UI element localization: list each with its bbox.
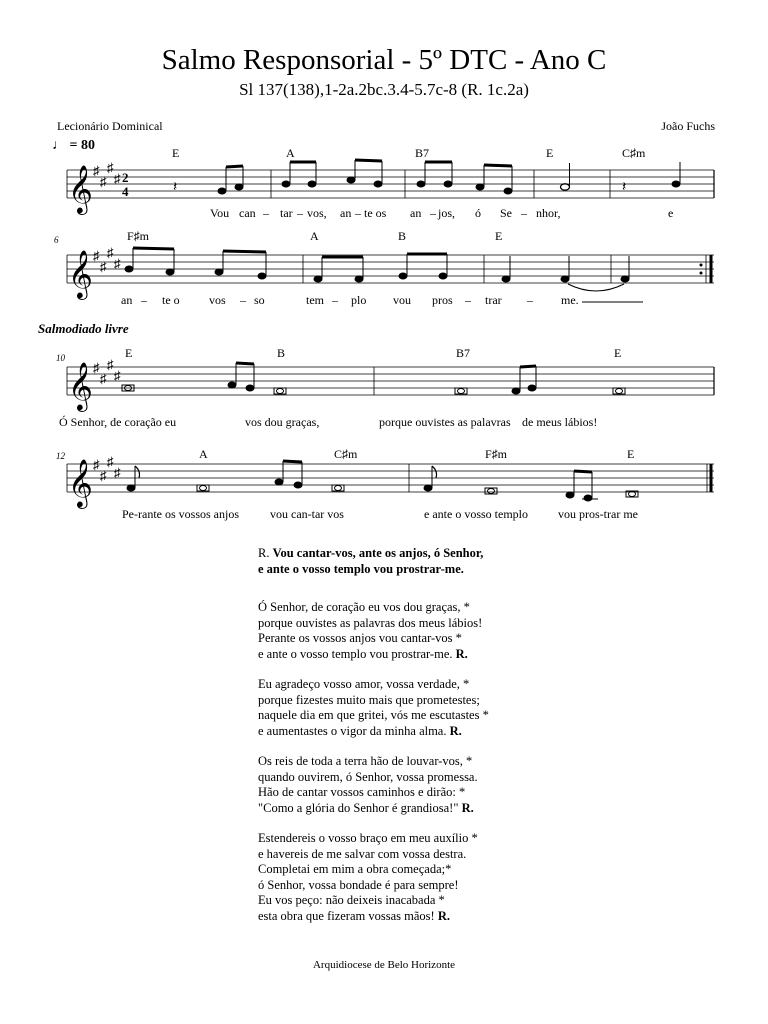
stanza-line: Completai em mim a obra começada;*	[258, 862, 452, 876]
refrain-line-2	[258, 562, 678, 578]
stanza-3	[258, 754, 678, 816]
lyric-syllable: pros	[432, 293, 453, 307]
stanza-line: e ante o vosso templo vou prostrar-me.	[258, 646, 453, 661]
stanza-line: e aumentastes o vigor da minha alma.	[258, 723, 447, 738]
lyric-phrase: de meus lábios!	[522, 415, 598, 429]
refrain-marker: R.	[258, 546, 270, 560]
treble-clef-icon: 𝄞	[68, 461, 93, 507]
lyric-syllable: me.	[561, 293, 579, 307]
lyric-syllable: e	[668, 206, 674, 220]
svg-text:♯: ♯	[100, 259, 107, 274]
composer-label: João Fuchs	[661, 119, 715, 133]
refrain	[258, 546, 678, 577]
svg-text:♯: ♯	[107, 357, 114, 372]
chord-symbol: C♯m	[622, 146, 646, 160]
lyric-syllable: te o	[162, 293, 180, 307]
refrain-text: e ante o vosso templo vou prostrar-me.	[258, 561, 464, 576]
svg-text:♯: ♯	[93, 248, 100, 263]
response-marker: R.	[449, 723, 462, 738]
chord-symbol: E	[627, 447, 635, 461]
lyric-syllable: an	[340, 206, 352, 220]
section-label: Salmodiado livre	[38, 321, 129, 336]
lyric-phrase: vou can-tar vos	[270, 507, 344, 521]
psalm-text	[258, 546, 678, 924]
svg-text:♯: ♯	[114, 368, 121, 383]
treble-clef-icon: 𝄞	[68, 364, 93, 410]
lyric-syllable: vos,	[307, 206, 327, 220]
lyric-syllable: vos	[209, 293, 226, 307]
stanza-line-last	[258, 647, 678, 663]
stanza-line: Eu agradeço vosso amor, vossa verdade, *	[258, 677, 470, 691]
lyric-syllable: trar	[485, 293, 502, 307]
stanza-1	[258, 600, 678, 662]
stanza-line: Os reis de toda a terra hão de louvar-vos, *	[258, 754, 473, 768]
treble-clef-icon: 𝄞	[68, 167, 93, 213]
chord-symbol: A	[310, 229, 319, 243]
stanza-line-last	[258, 909, 678, 925]
lyric-phrase: porque ouvistes as palavras	[379, 415, 511, 429]
svg-text:𝄽: 𝄽	[173, 180, 178, 195]
chord-symbol: B7	[456, 346, 471, 360]
lyric-syllable: –	[430, 206, 436, 220]
stanza-line: Estendereis o vosso braço em meu auxílio *	[258, 831, 478, 845]
lyric-syllable: –	[527, 293, 533, 307]
chord-symbol: C♯m	[334, 447, 358, 461]
lyric-syllable: tem	[306, 293, 324, 307]
stanza-line-last	[258, 801, 678, 817]
svg-text:♯: ♯	[107, 245, 114, 260]
refrain-line-1	[258, 546, 678, 562]
lyric-syllable: plo	[351, 293, 367, 307]
measure-number: 10	[56, 353, 65, 363]
svg-text:♯: ♯	[100, 468, 107, 483]
key-signature	[93, 160, 121, 189]
chord-symbol: F♯m	[485, 447, 508, 461]
lyric-syllable: jos,	[438, 206, 456, 220]
lyric-syllable: –	[521, 206, 527, 220]
lyrics-system-1	[210, 206, 673, 220]
lyric-phrase: Ó Senhor, de coração eu	[59, 415, 177, 429]
key-signature	[93, 357, 121, 386]
svg-text:2: 2	[122, 170, 129, 185]
page-title: Salmo Responsorial - 5º DTC - Ano C	[161, 44, 607, 76]
response-marker: R.	[461, 800, 474, 815]
tempo-value: = 80	[69, 138, 95, 153]
lyric-syllable: –	[332, 293, 338, 307]
response-marker: R.	[437, 908, 450, 923]
staff-system-3	[67, 367, 714, 395]
lyric-syllable: –	[263, 206, 269, 220]
lyrics-system-3	[59, 415, 597, 429]
stanza-2	[258, 677, 678, 739]
lyric-syllable: ó	[475, 206, 481, 220]
lyric-phrase: Pe-rante os vossos anjos	[122, 507, 239, 521]
response-marker: R.	[455, 646, 468, 661]
lyric-syllable: so	[254, 293, 265, 307]
lyric-syllable: –	[141, 293, 147, 307]
psalm-reference: Sl 137(138),1-2a.2bc.3.4-5.7c-8 (R. 1c.2a)	[239, 80, 529, 99]
lyric-syllable: nhor,	[536, 206, 561, 220]
stanza-line: porque ouvistes as palavras dos meus lábios!	[258, 615, 483, 630]
svg-text:♯: ♯	[93, 360, 100, 375]
svg-text:♯: ♯	[93, 457, 100, 472]
svg-text:♯: ♯	[100, 174, 107, 189]
svg-text:♯: ♯	[100, 371, 107, 386]
lyrics-system-2	[121, 293, 579, 307]
svg-text:♯: ♯	[93, 163, 100, 178]
quarter-note-icon: ♩	[52, 138, 66, 153]
lyric-syllable: vou	[393, 293, 411, 307]
stanza-line: naquele dia em que gritei, vós me escutastes *	[258, 708, 489, 722]
source-label: Lecionário Dominical	[57, 119, 163, 133]
chord-symbol: F♯m	[127, 229, 150, 243]
key-signature	[93, 454, 121, 483]
key-signature	[93, 245, 121, 274]
stanza-line: esta obra que fizeram vossas mãos!	[258, 908, 435, 923]
chord-symbol: B7	[415, 146, 430, 160]
svg-text:𝄽: 𝄽	[622, 180, 627, 195]
chord-symbol: E	[495, 229, 503, 243]
measure-number: 12	[56, 451, 65, 461]
staff-system-2	[67, 255, 714, 283]
stanza-line: ó Senhor, vossa bondade é para sempre!	[258, 877, 459, 892]
notes-system-3	[122, 363, 625, 394]
stanza-line: Perante os vossos anjos vou cantar-vos *	[258, 631, 462, 645]
lyric-syllable: Se	[500, 206, 512, 220]
chord-symbol: E	[546, 146, 554, 160]
time-signature	[122, 170, 129, 199]
lyric-syllable: –	[297, 206, 303, 220]
lyric-syllable: –	[240, 293, 246, 307]
stanza-line: Hão de cantar vossos caminhos e dirão: *	[258, 785, 466, 799]
lyric-syllable: can	[239, 206, 256, 220]
lyric-syllable: te os	[364, 206, 387, 220]
chord-symbol: E	[614, 346, 622, 360]
svg-text:♯: ♯	[107, 454, 114, 469]
staff-system-4	[67, 464, 714, 492]
treble-clef-icon: 𝄞	[68, 252, 93, 298]
lyric-syllable: tar	[280, 206, 293, 220]
stanza-line: porque fizestes muito mais que prometestes;	[258, 692, 480, 707]
lyric-phrase: vou pros-trar me	[558, 507, 638, 521]
chord-symbol: E	[125, 346, 133, 360]
notes-system-1	[173, 160, 680, 195]
svg-text:♯: ♯	[107, 160, 114, 175]
stanza-line-last	[258, 724, 678, 740]
svg-text:♯: ♯	[114, 256, 121, 271]
lyric-phrase: vos dou graças,	[245, 415, 320, 429]
lyric-syllable: an	[121, 293, 133, 307]
chord-symbol: A	[286, 146, 295, 160]
measure-number: 6	[54, 235, 59, 245]
stanza-line: Ó Senhor, de coração eu vos dou graças, *	[258, 600, 470, 614]
footer-credit: Arquidiocese de Belo Horizonte	[312, 959, 456, 971]
svg-text:♯: ♯	[114, 171, 121, 186]
lyric-phrase: e ante o vosso templo	[424, 507, 528, 521]
stanza-4	[258, 831, 678, 924]
refrain-text: Vou cantar-vos, ante os anjos, ó Senhor,	[272, 546, 484, 560]
stanza-line: e havereis de me salvar com vossa destra.	[258, 846, 467, 861]
stanza-line: quando ouvirem, ó Senhor, vossa promessa.	[258, 769, 478, 784]
lyric-syllable: Vou	[210, 206, 230, 220]
notes-system-4	[127, 461, 638, 501]
chord-symbol: B	[277, 346, 286, 360]
lyric-syllable: an	[410, 206, 422, 220]
lyric-syllable: –	[465, 293, 471, 307]
stanza-line: Eu vos peço: não deixeis inacabada *	[258, 893, 445, 907]
svg-text:4: 4	[122, 184, 129, 199]
stanza-line: "Como a glória do Senhor é grandiosa!"	[258, 800, 459, 815]
lyric-syllable: –	[355, 206, 361, 220]
lyrics-system-4	[122, 507, 638, 521]
chord-symbol: B	[398, 229, 407, 243]
chord-symbol: A	[199, 447, 208, 461]
staff-system-1	[67, 170, 714, 198]
chord-symbol: E	[172, 146, 180, 160]
svg-text:♯: ♯	[114, 465, 121, 480]
